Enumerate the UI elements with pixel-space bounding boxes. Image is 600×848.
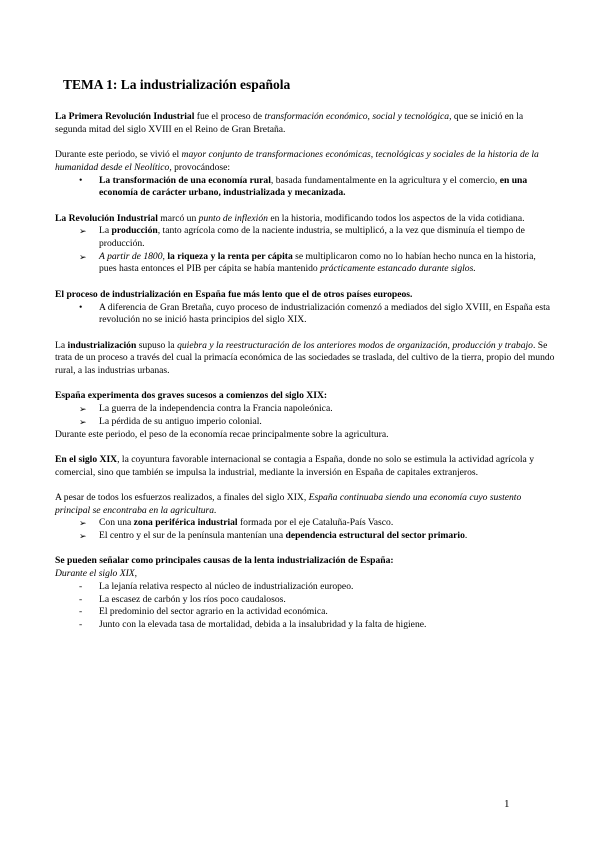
page-title: TEMA 1: La industrialización española [63, 77, 291, 92]
text: formada por el eje Cataluña-País Vasco. [237, 517, 394, 529]
text: , [162, 250, 168, 262]
bold-text: zona periférica industrial [133, 517, 238, 529]
text: A pesar de todos los esfuerzos realizados, a finales del siglo XIX, [55, 491, 309, 503]
paragraph-revolucion-industrial [55, 213, 555, 226]
arrow-marker: ➢ [79, 518, 87, 529]
arrow-marker: ➢ [79, 416, 87, 427]
bold-text: La Primera Revolución Industrial [55, 111, 195, 122]
text: , que se inició en la segunda mitad del siglo XVIII en el Reino de Gran Bretaña. [55, 111, 524, 135]
italic-text: mayor conjunto de transformaciones económicas, tecnológicas y sociales de la historia de la humanidad desde el Neolítico [55, 149, 539, 173]
bold-text: dependencia estructural del sector primario [285, 530, 465, 542]
arrow-marker: ➢ [79, 226, 87, 237]
dash-list [55, 581, 555, 632]
paragraph-graves-sucesos [55, 390, 555, 403]
bold-text: En el siglo XIX [55, 453, 118, 465]
list-item [55, 225, 555, 250]
list-item [55, 403, 555, 416]
list-item [55, 175, 555, 200]
bold-text: La transformación de una economía rural [99, 174, 271, 186]
bold-text: El proceso de industrialización en España fue más lento que el de otros países europeos. [55, 288, 413, 300]
list-item [55, 251, 555, 276]
dash-marker: - [79, 619, 83, 630]
dash-marker: - [79, 606, 83, 618]
paragraph-durante-siglo [55, 568, 555, 581]
paragraph-espana-lento [55, 289, 555, 302]
bold-text: La Revolución Industrial [55, 212, 158, 224]
text: La lejanía relativa respecto al núcleo de industrialización europeo. [99, 580, 354, 592]
text: en la historia, modificando todos los aspectos de la vida cotidiana. [267, 212, 525, 224]
bold-text: producción [111, 225, 158, 237]
text: La [99, 225, 112, 237]
arrow-list [55, 517, 555, 542]
italic-text: punto de inflexión [198, 212, 268, 224]
dash-marker: - [79, 580, 83, 592]
text: A diferencia de Gran Bretaña, cuyo proceso de industrialización comenzó a mediados del siglo XVIII, en España esta revolución no se inició hasta principios del siglo XIX. [99, 301, 551, 326]
dash-marker: - [79, 593, 83, 605]
paragraph-causas [55, 555, 555, 568]
bold-text: España experimenta dos graves sucesos a comienzos del siglo XIX: [55, 390, 328, 402]
paragraph-primera-revolucion [55, 111, 555, 136]
text: supuso la [136, 339, 178, 351]
text: , provocándose: [169, 161, 231, 173]
italic-text: España continuaba siendo una economía cuyo sustento principal se encontraba en la agricultura. [55, 491, 522, 516]
arrow-list [55, 225, 555, 276]
bold-text: en una economía de carácter urbano, industrializada y mecanizada. [99, 174, 528, 199]
list-item [55, 416, 555, 429]
list-item [55, 594, 555, 607]
text: , tanto agrícola como de la naciente industria, se multiplicó, a la vez que disminuía el tiempo de producción. [99, 225, 525, 249]
text: . [464, 530, 468, 542]
text: marcó un [157, 212, 199, 224]
text: La escasez de carbón y los ríos poco caudalosos. [99, 593, 286, 605]
text: Durante este periodo, se vivió el [55, 149, 182, 161]
text: , basada fundamentalmente en la agricultura y el comercio, [270, 174, 500, 186]
list-item [55, 606, 555, 619]
italic-text: transformación económico, social y tecnológica [264, 111, 450, 122]
italic-text: Durante el siglo XIX, [55, 568, 138, 580]
paragraph-siglo-xix [55, 454, 555, 479]
document-body [55, 77, 555, 632]
bold-text: industrialización [67, 339, 137, 351]
paragraph-industrializacion [55, 340, 555, 378]
list-item [55, 619, 555, 632]
paragraph-peso-economia: Durante este periodo, el peso de la economía recae principalmente sobre la agricultura. [55, 428, 389, 440]
text: La pérdida de su antiguo imperio colonial. [99, 415, 262, 427]
text: , la coyuntura favorable internacional se contagia a España, donde no solo se estimula la actividad agrícola y comercial, sino que también se impulsa la industrial, mediante la inversión en España de capitales extranjeros. [55, 453, 535, 478]
text: Con una [99, 517, 134, 529]
text: La guerra de la independencia contra la Francia napoleónica. [99, 403, 333, 415]
text: El predominio del sector agrario en la actividad económica. [99, 606, 328, 618]
arrow-marker: ➢ [79, 404, 87, 415]
list-item [55, 530, 555, 543]
text: se multiplicaron como no lo habían hecho nunca en la historia, pues hasta entonces el PIB per cápita se había mantenido [99, 250, 536, 275]
italic-text: quiebra y la reestructuración de los anteriores modos de organización, producción y trabajo [177, 339, 533, 351]
text: fue el proceso de [194, 111, 265, 122]
list-item [55, 581, 555, 594]
list-item [55, 302, 555, 327]
list-item [55, 517, 555, 530]
bold-text: la riqueza y la renta per cápita [167, 250, 293, 262]
text: La [55, 339, 68, 351]
arrow-marker: ➢ [79, 251, 87, 262]
paragraph-esfuerzos [55, 492, 555, 517]
text: . Se trata de un proceso a través del cual la primacía económica de las sociedades se traslada, del cultivo de la tierra, propio del mundo rural, a las industrias urbanas. [55, 339, 555, 376]
bullet-marker: • [79, 301, 83, 313]
page-number: 1 [504, 798, 510, 810]
paragraph-periodo [55, 149, 555, 174]
bold-text: Se pueden señalar como principales causas de la lenta industrialización de España: [55, 555, 394, 567]
text: El centro y el sur de la península mantenían una [99, 530, 286, 542]
bullet-marker: • [79, 174, 83, 186]
text: Junto con la elevada tasa de mortalidad, debida a la insalubridad y la falta de higiene. [99, 619, 427, 630]
bullet-list [55, 175, 555, 200]
arrow-list [55, 403, 555, 428]
bullet-list [55, 302, 555, 327]
italic-text: A partir de 1800 [99, 250, 163, 262]
arrow-marker: ➢ [79, 531, 87, 542]
italic-text: prácticamente estancado durante siglos. [320, 263, 476, 275]
